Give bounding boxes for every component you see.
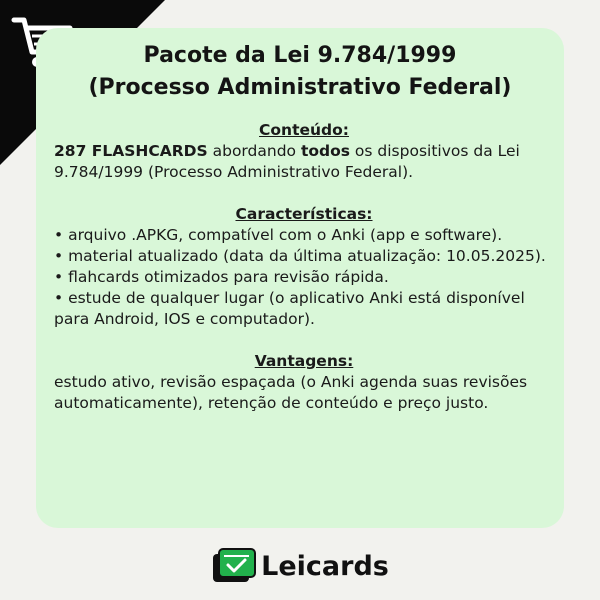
title-line-2: (Processo Administrativo Federal) [88,75,512,100]
conteudo-emphasis: todos [300,142,350,160]
vantagens-heading: Vantagens: [254,352,354,370]
feature-item: • estude de qualquer lugar (o aplicativo Anki está disponível para Android, IOS e computador). [54,289,525,328]
page-title [36,40,564,104]
feature-item: • arquivo .APKG, compatível com o Anki (app e software). [54,226,503,244]
flashcard-check-icon [211,546,257,586]
conteudo-part-3: os dispositivos da Lei 9.784/1999 (Processo Administrativo Federal). [54,142,520,181]
conteudo-heading: Conteúdo: [259,121,349,139]
brand-footer [0,544,600,588]
description [54,120,554,414]
feature-item: • flahcards otimizados para revisão rápida. [54,268,389,286]
conteudo-part-2: abordando [207,142,301,160]
brand-name: Leicards [261,550,389,582]
caracteristicas-heading: Características: [235,205,373,223]
feature-item: • material atualizado (data da última atualização: 10.05.2025). [54,247,546,265]
conteudo-text [54,141,554,183]
vantagens-text: estudo ativo, revisão espaçada (o Anki agenda suas revisões automaticamente), retenção de conteúdo e preço justo. [54,373,528,412]
title-line-1: Pacote da Lei 9.784/1999 [143,43,457,68]
flashcard-count: 287 FLASHCARDS [54,142,208,160]
